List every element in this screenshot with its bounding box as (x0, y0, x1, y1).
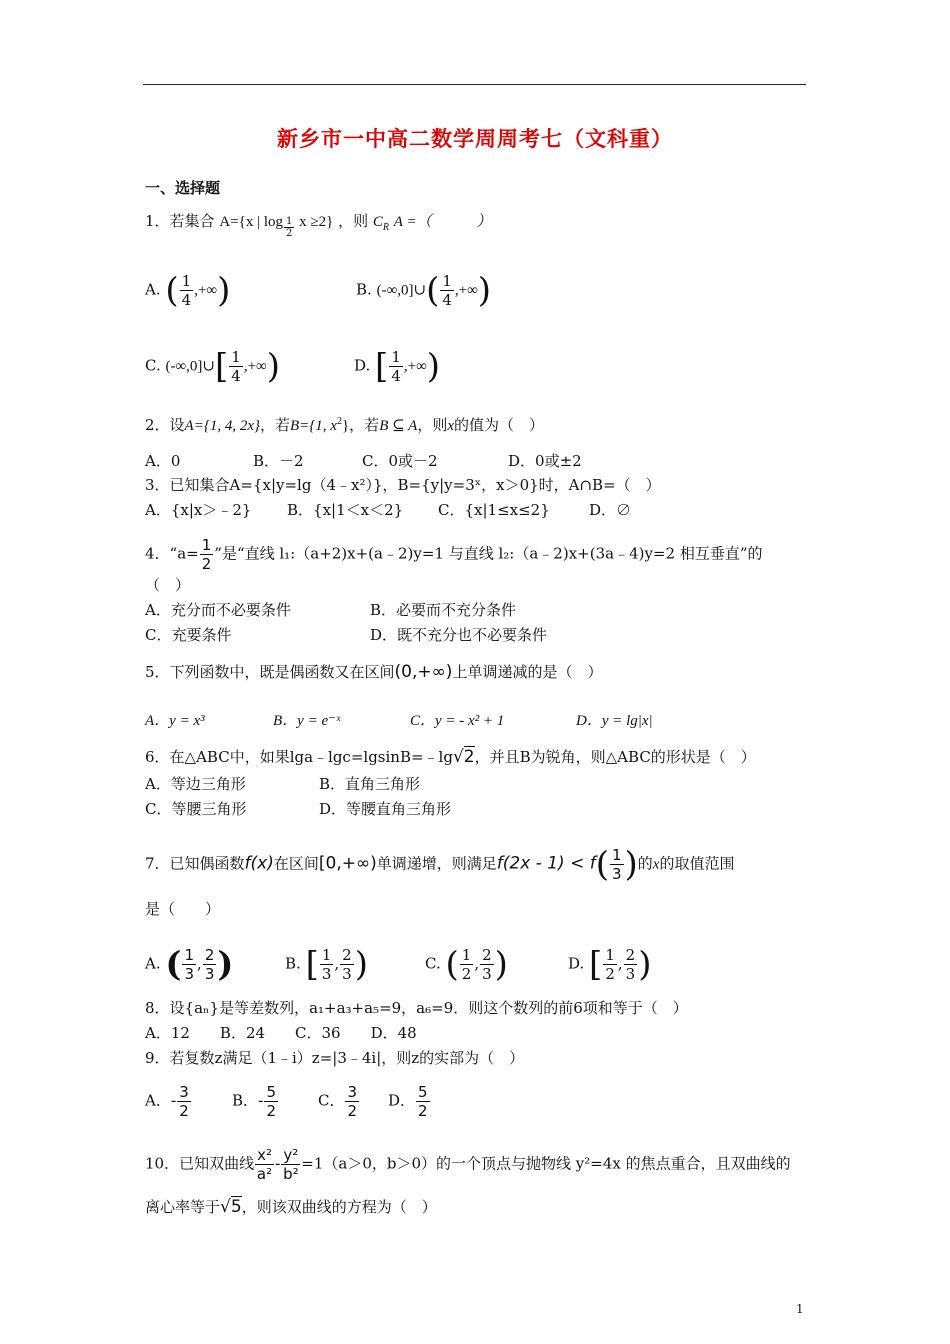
q7-option-b[interactable]: B. [ $\frac{1}{3}$ , $\frac{2}{3}$ ) (285, 944, 368, 985)
q8-options[interactable]: A．12 B．24 C．36 D．48 (145, 1024, 417, 1042)
q9-option-b[interactable]: B．- $\frac{5}{2}$ (232, 1083, 276, 1120)
q2-option-b[interactable]: B．－2 (253, 452, 304, 470)
q4-option-d[interactable]: D．既不充分也不必要条件 (370, 626, 548, 644)
q1-option-b[interactable]: B. (-∞,0]∪( $\frac{1}{4}$ ,+∞) (356, 270, 492, 311)
question-4: 4．“a= $\frac{1}{2}$ ”是“直线 l₁:（a+2)x+(a﹣2)y=1 与直线 l₂:（a﹣2)x+(3a﹣4)y=2 相互垂直”的 (145, 536, 763, 573)
q1-option-a[interactable]: A. ( $\frac{1}{4}$ ,+∞) (145, 270, 231, 311)
q3-option-b[interactable]: B．{x|1＜x＜2} (287, 501, 404, 519)
q2-option-c[interactable]: C．0或－2 (362, 452, 438, 470)
q6-option-a[interactable]: A．等边三角形 (145, 775, 246, 793)
q6-option-c[interactable]: C．等腰三角形 (145, 800, 247, 818)
question-2: 2．设A={1, 4, 2x}，若B={1, $x^2$}，若B ⊆ A，则x的值为（ ） (145, 416, 545, 434)
question-4-paren: （ ） (145, 576, 191, 594)
question-7: 7．已知偶函数f(x)在区间[0,+∞)单调递增，则满足f(2x - 1) < f( $\frac{1}{3}$ )的x的取值范围 (145, 844, 735, 885)
header-rule (143, 84, 806, 85)
q5-option-b[interactable]: B．y = e⁻ˣ (273, 713, 341, 729)
question-5: 5．下列函数中，既是偶函数又在区间(0,+∞)上单调递减的是（ ） (145, 662, 603, 682)
q4-option-c[interactable]: C．充要条件 (145, 626, 232, 644)
q9-option-c[interactable]: C． $\frac{3}{2}$ (318, 1083, 358, 1120)
q7-option-a[interactable]: A. ( $\frac{1}{3}$ , $\frac{2}{3}$ ) (145, 944, 234, 985)
page-number: 1 (796, 1302, 804, 1316)
q9-option-a[interactable]: A．- $\frac{3}{2}$ (145, 1083, 189, 1120)
q3-option-c[interactable]: C．{x|1≤x≤2} (438, 501, 550, 519)
page-title: 新乡市一中高二数学周周考七（文科重） (277, 126, 673, 151)
question-10-cont: 离心率等于√5，则该双曲线的方程为（ ） (145, 1197, 437, 1217)
question-3: 3．已知集合A={x|y=lg（4﹣x²）}，B={y|y=3ˣ，x＞0}时，A∩B=（ ） (145, 476, 661, 494)
q5-option-a[interactable]: A．y = x³ (145, 713, 205, 729)
q1-option-d[interactable]: D. [ $\frac{1}{4}$ ,+∞) (354, 346, 441, 387)
q4-option-b[interactable]: B．必要而不充分条件 (370, 601, 517, 619)
q7-option-c[interactable]: C. ( $\frac{1}{2}$ , $\frac{2}{3}$ ) (425, 944, 508, 985)
q3-option-d[interactable]: D．∅ (589, 501, 632, 519)
q6-option-b[interactable]: B．直角三角形 (319, 775, 421, 793)
q6-option-d[interactable]: D．等腰直角三角形 (319, 800, 452, 818)
question-8: 8．设{aₙ}是等差数列，a₁+a₃+a₅=9，a₆=9．则这个数列的前6项和等于（ ） (145, 999, 688, 1017)
q5-option-c[interactable]: C．y = - x² + 1 (410, 713, 505, 729)
question-6: 6．在△ABC中，如果lga﹣lgc=lgsinB=﹣lg√2，并且B为锐角，则△ABC的形状是（ ） (145, 747, 756, 767)
question-10: 10．已知双曲线 $\frac{\text{x²}}{\text{a²}}$ - $\frac{\text{y²}}{\text{b²}}$ =1（a＞0，b＞0）的一个顶点与抛物线 y²=4x 的焦点重合，且双曲线的 (145, 1146, 791, 1183)
q1-option-c[interactable]: C. (-∞,0]∪[ $\frac{1}{4}$ ,+∞) (145, 346, 280, 387)
q4-option-a[interactable]: A．充分而不必要条件 (145, 601, 291, 619)
section-heading: 一、选择题 (145, 179, 221, 197)
q5-option-d[interactable]: D．y = lg|x| (576, 713, 653, 729)
q9-option-d[interactable]: D． $\frac{5}{2}$ (388, 1083, 428, 1120)
question-1: 1．若集合 A={x | log $\frac{1}{2}$ x ≥2} ，则 $C_R$ A =（ ） (145, 212, 492, 239)
q7-option-d[interactable]: D. [ $\frac{1}{2}$ , $\frac{2}{3}$ ) (568, 944, 652, 985)
q2-option-d[interactable]: D．0或±2 (508, 452, 582, 470)
question-9: 9．若复数z满足（1﹣i）z=|3﹣4i|，则z的实部为（ ） (145, 1049, 525, 1067)
question-7-cont: 是（ ） (145, 900, 221, 918)
q2-option-a[interactable]: A．0 (145, 452, 181, 470)
q3-option-a[interactable]: A．{x|x＞﹣2} (145, 501, 252, 519)
